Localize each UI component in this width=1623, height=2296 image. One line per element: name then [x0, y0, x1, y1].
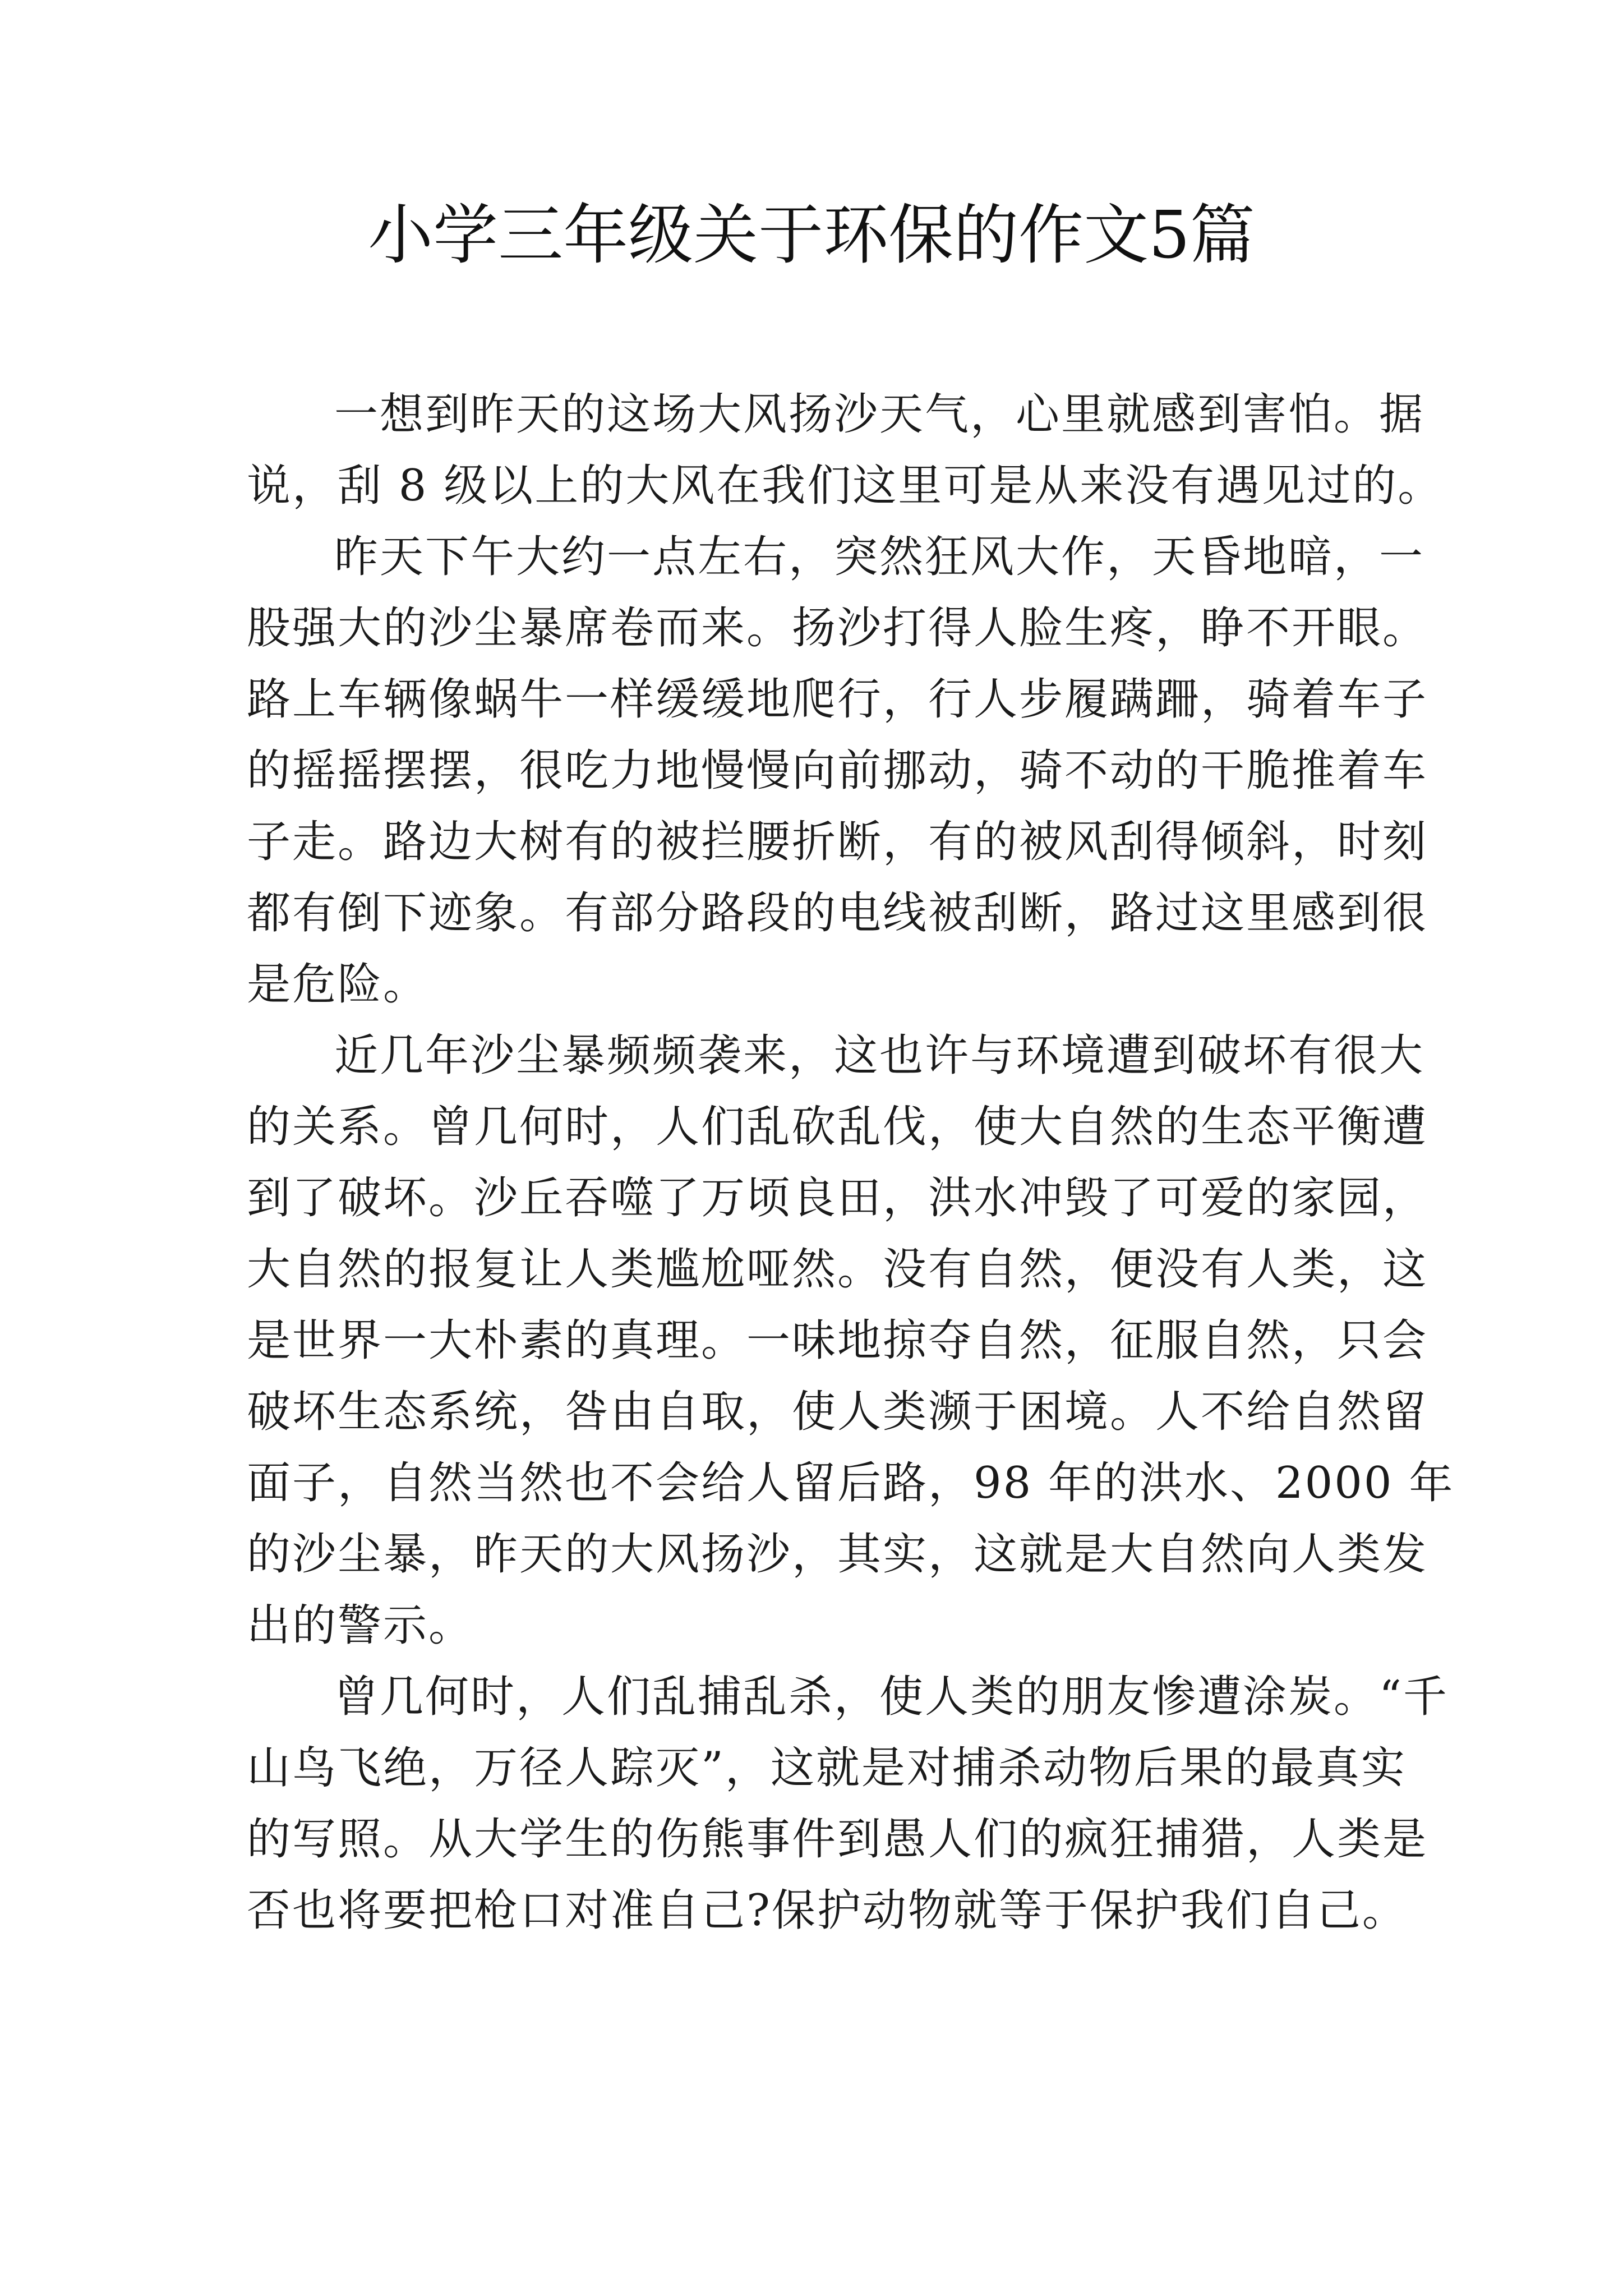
- paragraph-line: 的关系。曾几何时，人们乱砍乱伐，使大自然的生态平衡遭: [247, 1102, 1428, 1152]
- paragraph-3: [247, 1020, 1455, 1662]
- paragraph-line: 股强大的沙尘暴席卷而来。扬沙打得人脸生疼，睁不开眼。: [247, 603, 1428, 654]
- paragraph-line: 昨天下午大约一点左右，突然狂风大作，天昏地暗，一: [334, 532, 1425, 582]
- paragraph-line: 子走。路边大树有的被拦腰折断，有的被风刮得倾斜，时刻: [247, 817, 1428, 867]
- paragraph-line: 的写照。从大学生的伤熊事件到愚人们的疯狂捕猎，人类是: [247, 1814, 1428, 1865]
- paragraph-line: 出的警示。: [247, 1600, 474, 1651]
- paragraph-line: 到了破坏。沙丘吞噬了万顷良田，洪水冲毁了可爱的家园，: [247, 1173, 1428, 1223]
- paragraph-line: 一想到昨天的这场大风扬沙天气，心里就感到害怕。据: [334, 389, 1425, 440]
- paragraph-line: 说，刮 8 级以上的大风在我们这里可是从来没有遇见过的。: [247, 461, 1444, 511]
- paragraph-line: 大自然的报复让人类尴尬哑然。没有自然，便没有人类，这: [247, 1244, 1428, 1295]
- paragraph-1: [247, 379, 1444, 522]
- paragraph-line: 否也将要把枪口对准自己?保护动物就等于保护我们自己。: [247, 1885, 1408, 1936]
- paragraph-2: [247, 522, 1428, 1020]
- paragraph-line: 面子，自然当然也不会给人留后路，98 年的洪水、2000 年: [247, 1458, 1455, 1508]
- paragraph-line: 都有倒下迹象。有部分路段的电线被刮断，路过这里感到很: [247, 888, 1428, 938]
- paragraph-line: 破坏生态系统，咎由自取，使人类濒于困境。人不给自然留: [247, 1387, 1428, 1437]
- document-title: 小学三年级关于环保的作文5篇: [368, 197, 1255, 273]
- document-body: [247, 379, 1455, 1947]
- paragraph-4: [247, 1662, 1449, 1947]
- paragraph-line: 的摇摇摆摆，很吃力地慢慢向前挪动，骑不动的干脆推着车: [247, 746, 1428, 796]
- paragraph-line: 曾几何时，人们乱捕乱杀，使人类的朋友惨遭涂炭。“千: [334, 1672, 1449, 1722]
- paragraph-line: 是世界一大朴素的真理。一味地掠夺自然，征服自然，只会: [247, 1315, 1428, 1366]
- paragraph-line: 近几年沙尘暴频频袭来，这也许与环境遭到破坏有很大: [334, 1030, 1425, 1081]
- paragraph-line: 的沙尘暴，昨天的大风扬沙，其实，这就是大自然向人类发: [247, 1529, 1428, 1580]
- paragraph-line: 路上车辆像蜗牛一样缓缓地爬行，行人步履蹒跚，骑着车子: [247, 674, 1428, 725]
- paragraph-line: 山鸟飞绝，万径人踪灭”，这就是对捕杀动物后果的最真实: [247, 1743, 1407, 1793]
- paragraph-line: 是危险。: [247, 959, 429, 1010]
